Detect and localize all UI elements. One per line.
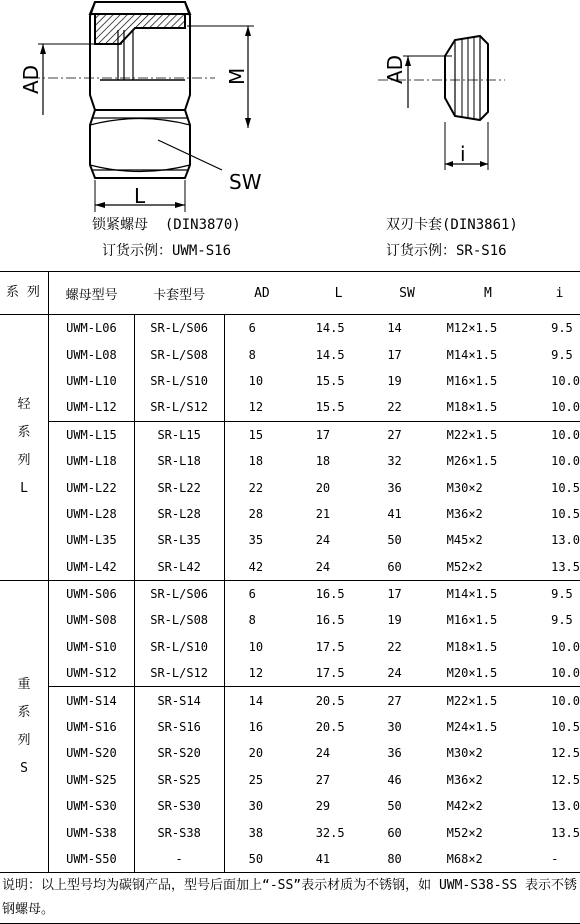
nut-model: UWM-L28 (49, 501, 135, 527)
series-char: 列 (17, 453, 31, 469)
nut-model: UWM-L12 (49, 394, 135, 421)
header-ad: AD (224, 272, 300, 315)
table-row (0, 394, 580, 421)
m-value: M18×1.5 (446, 400, 498, 415)
nut-model: UWM-S10 (49, 634, 135, 660)
ad-value: 16 (248, 720, 264, 735)
sw-value: 41 (387, 506, 402, 521)
m-value: M24×1.5 (446, 720, 498, 735)
label-ad-right: AD (383, 54, 407, 84)
m-value: M14×1.5 (437, 580, 539, 607)
sw-value: 27 (377, 687, 436, 714)
ad-value: 6 (224, 580, 300, 607)
l-value: 17.5 (315, 639, 345, 654)
m-value: M68×2 (446, 852, 483, 866)
ferrule-model: SR-L/S12 (134, 660, 224, 687)
ad-value: 25 (248, 772, 264, 787)
l-value: 14.5 (315, 347, 345, 362)
m-value: M30×2 (446, 480, 483, 495)
i-value: 13.0 (551, 533, 580, 548)
i-value: 10.0 (551, 639, 580, 654)
i-value: 12.5 (551, 772, 580, 787)
l-value: 15.5 (315, 400, 345, 415)
nut-model: UWM-L35 (49, 527, 135, 553)
i-value: 10.0 (551, 454, 580, 469)
table-row (0, 527, 580, 553)
header-l: L (300, 272, 378, 315)
i-value: 10.0 (539, 421, 580, 448)
nut-model: UWM-L42 (49, 554, 135, 581)
ad-value: 28 (248, 506, 264, 521)
ad-value: 8 (248, 613, 256, 628)
i-value: - (551, 852, 559, 866)
i-value: 10.0 (551, 666, 580, 681)
ferrule-model: SR-L/S06 (134, 580, 224, 607)
l-value: 20.5 (300, 687, 378, 714)
nut-model: UWM-S25 (49, 767, 135, 793)
ferrule-model: SR-L/S08 (134, 607, 224, 633)
m-value: M52×2 (446, 559, 483, 574)
nut-model: UWM-S16 (49, 714, 135, 740)
ferrule-model: SR-L/S12 (134, 394, 224, 421)
ad-value: 15 (224, 421, 300, 448)
sw-value: 60 (387, 559, 402, 574)
table-row (0, 714, 580, 740)
nut-model: UWM-L18 (49, 448, 135, 474)
sw-value: 30 (387, 720, 402, 735)
nut-model: UWM-S06 (49, 580, 135, 607)
ferrule-model: SR-L/S10 (134, 368, 224, 394)
ad-value: 35 (248, 533, 264, 548)
i-value: 10.5 (551, 480, 580, 495)
l-value: 24 (315, 559, 331, 574)
note-text: 说明：以上型号均为碳钢产品，型号后面加上“-SS”表示材质为不锈钢，如 UWM-S38-SS 表示不锈钢螺母。 (0, 873, 580, 924)
ferrule-model: SR-L/S06 (134, 315, 224, 342)
m-value: M22×1.5 (437, 421, 539, 448)
sw-value: 27 (377, 421, 436, 448)
nut-model: UWM-L15 (49, 421, 135, 448)
i-value: 9.5 (539, 580, 580, 607)
nut-model: UWM-S50 (49, 846, 135, 873)
l-value: 17.5 (315, 666, 345, 681)
sw-value: 46 (387, 772, 402, 787)
l-value: 17 (300, 421, 378, 448)
header-sw: SW (377, 272, 436, 315)
nut-model: UWM-S12 (49, 660, 135, 687)
sw-value: 50 (387, 533, 402, 548)
label-m: M (225, 67, 249, 85)
l-value: 18 (315, 454, 331, 469)
drawings-area (0, 0, 580, 270)
i-value: 9.5 (551, 613, 573, 628)
ad-value: 20 (248, 746, 264, 761)
ferrule-order-example: 订货示例：SR-S16 (386, 243, 507, 259)
l-value: 29 (315, 799, 331, 814)
table-row (0, 687, 580, 714)
header-series: 系 列 (0, 272, 49, 315)
nut-model: UWM-L10 (49, 368, 135, 394)
ad-value: 18 (248, 454, 264, 469)
ferrule-model: SR-L28 (134, 501, 224, 527)
table-row (0, 368, 580, 394)
series-char: 系 (17, 704, 31, 720)
series-char: 列 (17, 732, 31, 748)
ad-value: 30 (248, 799, 264, 814)
table-row (0, 315, 580, 342)
lock-nut-drawing (30, 2, 254, 212)
series-heavy-label (0, 580, 49, 872)
sw-value: 22 (387, 400, 402, 415)
table-row (0, 448, 580, 474)
sw-value: 17 (387, 347, 402, 362)
sw-value: 19 (387, 373, 402, 388)
ad-value: 42 (248, 559, 264, 574)
ad-value: 14 (224, 687, 300, 714)
ad-value: 10 (248, 373, 264, 388)
series-char: 轻 (17, 397, 31, 413)
table-row (0, 793, 580, 819)
ferrule-model: SR-S20 (134, 740, 224, 766)
l-value: 24 (315, 533, 331, 548)
l-value: 20.5 (315, 720, 345, 735)
ferrule-model: - (134, 846, 224, 873)
sw-value: 24 (387, 666, 402, 681)
sw-value: 36 (387, 480, 402, 495)
nut-model: UWM-S20 (49, 740, 135, 766)
sw-value: 32 (387, 454, 402, 469)
header-ferrule-model: 卡套型号 (134, 272, 224, 315)
table-row (0, 767, 580, 793)
nut-model: UWM-S14 (49, 687, 135, 714)
series-char: 重 (17, 676, 31, 692)
table-row (0, 660, 580, 687)
sw-value: 80 (387, 852, 402, 866)
m-value: M16×1.5 (446, 613, 498, 628)
l-value: 41 (315, 852, 331, 866)
ad-value: 10 (248, 639, 264, 654)
i-value: 13.0 (551, 799, 580, 814)
m-value: M16×1.5 (446, 373, 498, 388)
m-value: M36×2 (446, 506, 483, 521)
m-value: M20×1.5 (446, 666, 498, 681)
ferrule-model: SR-L22 (134, 474, 224, 500)
ad-value: 8 (248, 347, 256, 362)
table-row (0, 740, 580, 766)
ferrule-model: SR-L/S10 (134, 634, 224, 660)
series-char: L (20, 481, 28, 497)
lock-nut-caption: 锁紧螺母 (DIN3870) (92, 217, 241, 233)
l-value: 21 (315, 506, 331, 521)
i-value: 10.0 (551, 400, 580, 415)
l-value: 24 (315, 746, 331, 761)
label-ad-left: AD (19, 64, 43, 94)
ferrule-model: SR-S16 (134, 714, 224, 740)
i-value: 10.5 (551, 720, 580, 735)
series-char: S (20, 760, 28, 776)
table-row (0, 554, 580, 581)
table-row (0, 819, 580, 845)
nut-model: UWM-L08 (49, 341, 135, 367)
ferrule-model: SR-L18 (134, 448, 224, 474)
header-m: M (437, 272, 539, 315)
ad-value: 50 (248, 852, 264, 866)
sw-value: 36 (387, 746, 402, 761)
label-i: i (460, 142, 466, 166)
m-value: M12×1.5 (446, 321, 498, 336)
i-value: 12.5 (551, 746, 580, 761)
m-value: M36×2 (446, 772, 483, 787)
ferrule-model: SR-L15 (134, 421, 224, 448)
i-value: 9.5 (551, 321, 573, 336)
nut-model: UWM-S30 (49, 793, 135, 819)
sw-value: 60 (387, 825, 402, 840)
table-row (0, 634, 580, 660)
table-row (0, 607, 580, 633)
table-row (0, 580, 580, 607)
table-row (0, 421, 580, 448)
sw-value: 14 (387, 321, 402, 336)
sw-value: 17 (377, 580, 436, 607)
table-row (0, 501, 580, 527)
ferrule-model: SR-S14 (134, 687, 224, 714)
ad-value: 38 (248, 825, 264, 840)
m-value: M22×1.5 (437, 687, 539, 714)
ferrule-model: SR-L42 (134, 554, 224, 581)
m-value: M26×1.5 (446, 454, 498, 469)
ferrule-caption: 双刃卡套(DIN3861) (386, 217, 518, 233)
series-char: 系 (17, 425, 31, 441)
spec-table (0, 271, 580, 924)
m-value: M42×2 (446, 799, 483, 814)
sw-value: 22 (387, 639, 402, 654)
l-value: 16.5 (315, 613, 345, 628)
lock-nut-order-example: 订货示例：UWM-S16 (102, 243, 232, 259)
ferrule-model: SR-L35 (134, 527, 224, 553)
m-value: M18×1.5 (446, 639, 498, 654)
nut-model: UWM-S08 (49, 607, 135, 633)
sw-value: 19 (387, 613, 402, 628)
ad-value: 22 (248, 480, 264, 495)
table-body (0, 315, 580, 924)
table-row (0, 341, 580, 367)
header-nut-model: 螺母型号 (49, 272, 135, 315)
i-value: 13.5 (551, 825, 580, 840)
ferrule-model: SR-L/S08 (134, 341, 224, 367)
i-value: 10.0 (551, 373, 580, 388)
note-row (0, 873, 580, 924)
i-value: 9.5 (551, 347, 573, 362)
l-value: 27 (315, 772, 331, 787)
ad-value: 6 (248, 321, 256, 336)
m-value: M52×2 (446, 825, 483, 840)
sw-value: 50 (387, 799, 402, 814)
l-value: 16.5 (300, 580, 378, 607)
ad-value: 12 (248, 666, 264, 681)
ferrule-model: SR-S30 (134, 793, 224, 819)
l-value: 32.5 (315, 825, 345, 840)
i-value: 10.0 (539, 687, 580, 714)
ferrule-model: SR-S25 (134, 767, 224, 793)
l-value: 15.5 (315, 373, 345, 388)
table-header-row (0, 272, 580, 315)
l-value: 14.5 (315, 321, 345, 336)
series-light-label (0, 315, 49, 581)
i-value: 13.5 (551, 559, 580, 574)
nut-model: UWM-L06 (49, 315, 135, 342)
nut-model: UWM-S38 (49, 819, 135, 845)
label-l: L (134, 184, 146, 208)
ferrule-model: SR-S38 (134, 819, 224, 845)
label-sw: SW (229, 170, 262, 194)
nut-model: UWM-L22 (49, 474, 135, 500)
i-value: 10.5 (551, 506, 580, 521)
header-i: i (539, 272, 580, 315)
m-value: M45×2 (446, 533, 483, 548)
table-row (0, 846, 580, 873)
m-value: M14×1.5 (446, 347, 498, 362)
ad-value: 12 (248, 400, 264, 415)
table-row (0, 474, 580, 500)
m-value: M30×2 (446, 746, 483, 761)
l-value: 20 (315, 480, 331, 495)
